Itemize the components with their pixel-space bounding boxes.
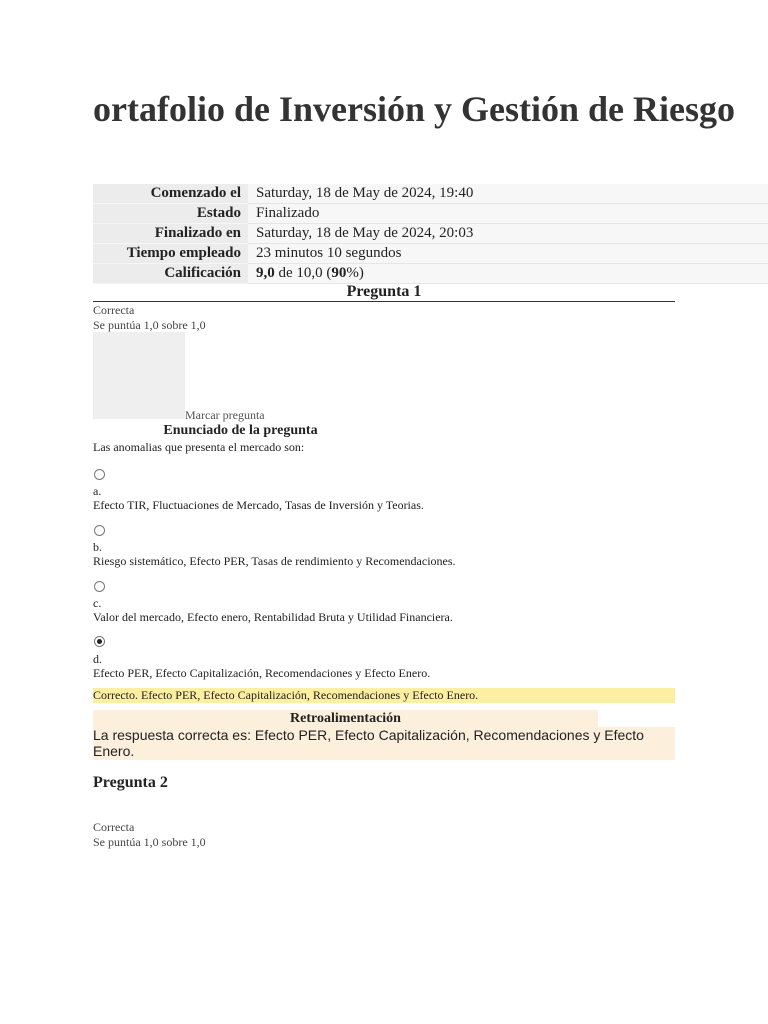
question-1-state: Correcta [93, 303, 135, 317]
summary-value: Saturday, 18 de May de 2024, 20:03 [248, 224, 768, 244]
grade-percent: 90 [331, 265, 347, 281]
summary-row-started [93, 184, 768, 204]
question-1-points: Se puntúa 1,0 sobre 1,0 [93, 318, 206, 332]
option-a-text[interactable]: Efecto TIR, Fluctuaciones de Mercado, Tasas de Inversión y Teorias. [93, 498, 424, 512]
grade-value [248, 264, 768, 284]
question-2-state: Correcta [93, 820, 135, 834]
option-a-radio[interactable] [94, 469, 105, 480]
flag-question-link[interactable]: Marcar pregunta [185, 408, 265, 422]
radio-selected-dot [97, 639, 102, 644]
summary-value: Saturday, 18 de May de 2024, 19:40 [248, 184, 768, 204]
option-c-radio[interactable] [94, 581, 105, 592]
flag-question-image[interactable] [93, 332, 185, 419]
summary-value: 23 minutos 10 segundos [248, 244, 768, 264]
option-c-letter: c. [93, 596, 102, 610]
option-d-letter: d. [93, 652, 102, 666]
grade-score: 9,0 [256, 265, 275, 281]
question-1-heading: Pregunta 1 [93, 283, 675, 302]
summary-label: Estado [93, 204, 248, 224]
option-b-text[interactable]: Riesgo sistemático, Efecto PER, Tasas de rendimiento y Recomendaciones. [93, 554, 456, 568]
question-text-heading: Enunciado de la pregunta [163, 423, 318, 438]
feedback-text: La respuesta correcta es: Efecto PER, Efecto Capitalización, Recomendaciones y Efecto Enero. [93, 727, 675, 760]
option-d-text[interactable]: Efecto PER, Efecto Capitalización, Recomendaciones y Efecto Enero. [93, 666, 431, 680]
option-a-letter: a. [93, 484, 102, 498]
summary-label: Finalizado en [93, 224, 248, 244]
summary-label: Comenzado el [93, 184, 248, 204]
correct-answer-message: Correcto. Efecto PER, Efecto Capitalización, Recomendaciones y Efecto Enero. [93, 688, 675, 703]
question-2-points: Se puntúa 1,0 sobre 1,0 [93, 835, 206, 849]
grade-out-of: de 10,0 ( [274, 265, 332, 281]
attempt-summary-table [93, 184, 768, 284]
question-2-heading: Pregunta 2 [93, 774, 168, 791]
question-text: Las anomalias que presenta el mercado son: [93, 440, 305, 454]
summary-label: Calificación [93, 264, 248, 284]
option-d-radio[interactable] [94, 636, 105, 647]
option-b-letter: b. [93, 540, 102, 554]
grade-percent-suffix: %) [346, 265, 364, 281]
page-title: ortafolio de Inversión y Gestión de Riesgo [93, 89, 735, 129]
summary-value: Finalizado [248, 204, 768, 224]
summary-row-grade [93, 264, 768, 284]
option-b-radio[interactable] [94, 525, 105, 536]
feedback-heading: Retroalimentación [93, 710, 598, 727]
summary-row-time-taken [93, 244, 768, 264]
summary-row-state [93, 204, 768, 224]
option-c-text[interactable]: Valor del mercado, Efecto enero, Rentabilidad Bruta y Utilidad Financiera. [93, 610, 453, 624]
summary-row-finished [93, 224, 768, 244]
summary-label: Tiempo empleado [93, 244, 248, 264]
